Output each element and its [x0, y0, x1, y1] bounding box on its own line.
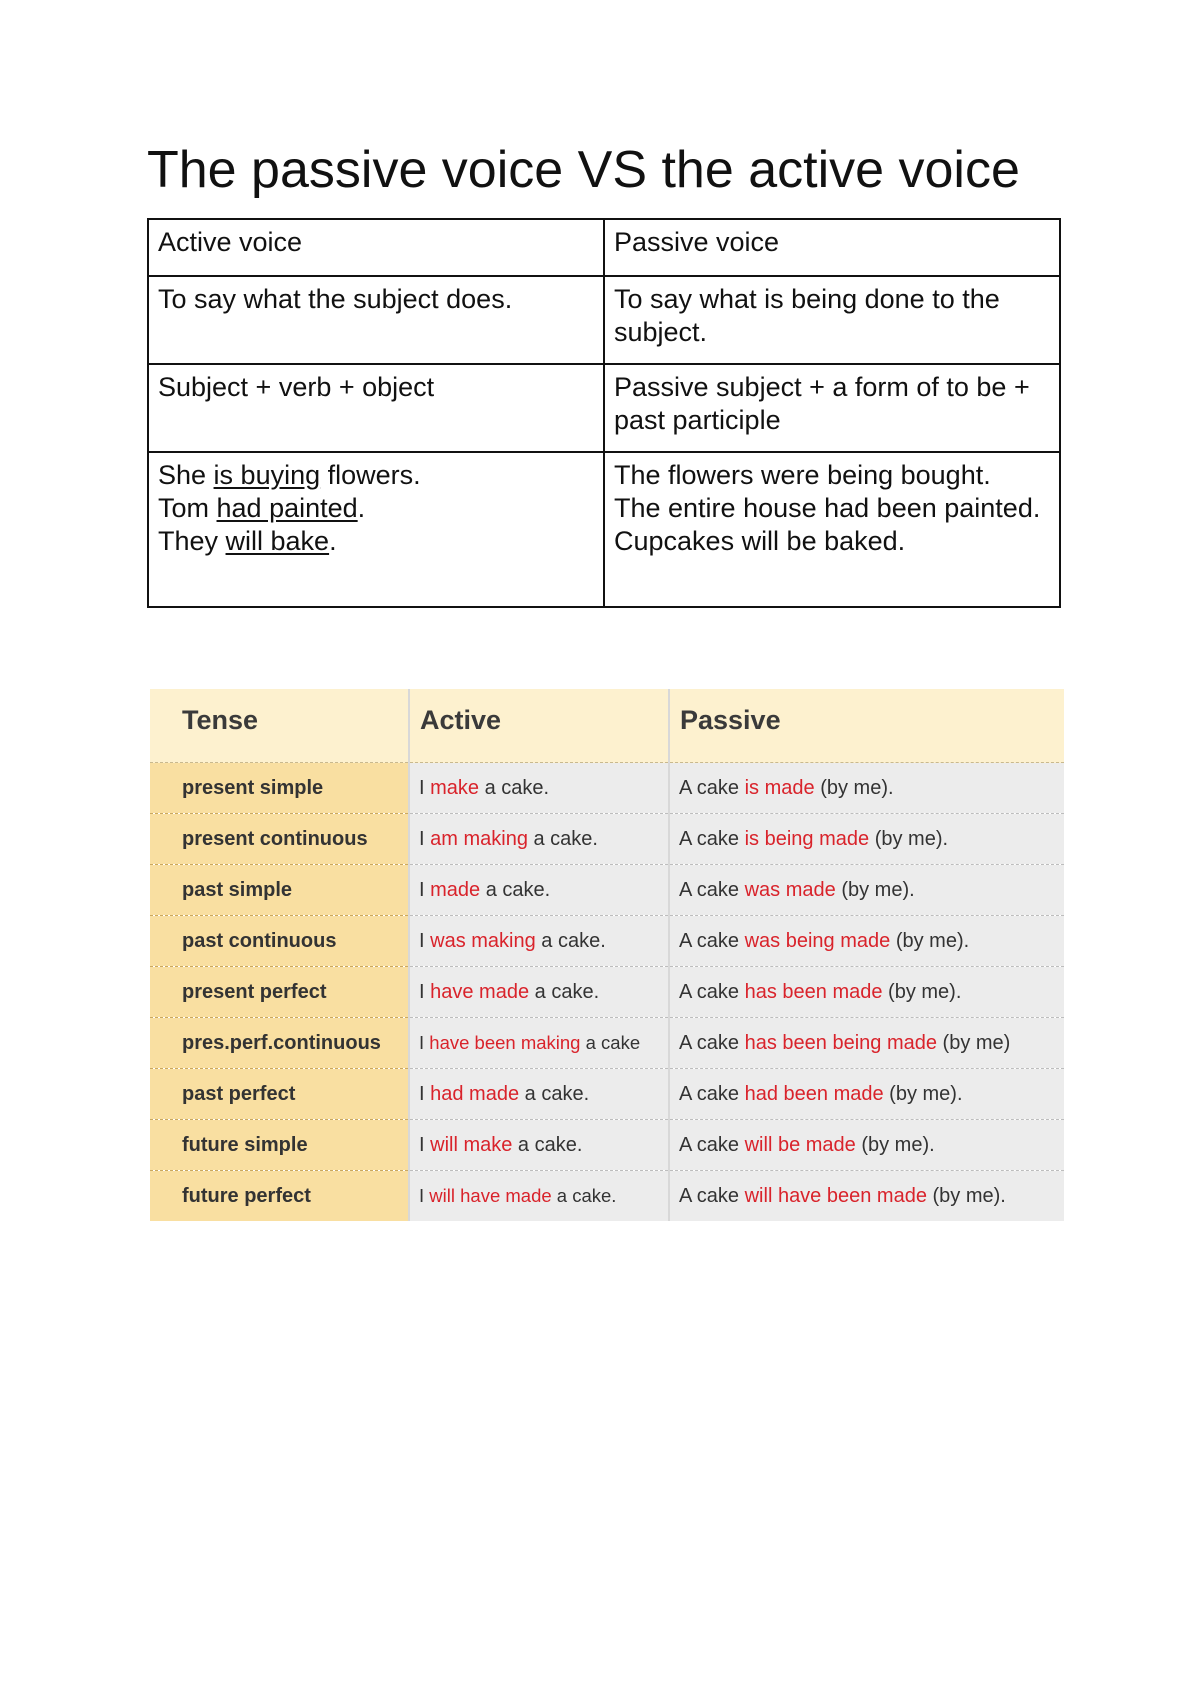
active-example: [158, 525, 594, 558]
example-rest: .: [329, 526, 337, 556]
sentence-start: A cake: [679, 1082, 745, 1105]
comparison-table: [147, 218, 1061, 608]
sentence-end: (by me).: [835, 878, 915, 901]
verb-form: is made: [744, 776, 815, 799]
sentence-start: A cake: [679, 929, 745, 952]
verb-form: has been made: [744, 980, 883, 1003]
passive-example: Cupcakes will be baked.: [614, 526, 906, 556]
tense-name: present simple: [150, 763, 409, 814]
sentence-end: a cake: [580, 1032, 641, 1053]
sentence-start: I: [419, 776, 431, 799]
active-example: [158, 492, 594, 525]
tense-name: future perfect: [150, 1171, 409, 1222]
sentence-end: (by me).: [814, 776, 894, 799]
example-subject: They: [158, 526, 226, 556]
example-subject: She: [158, 460, 214, 490]
verb-form: was made: [744, 878, 836, 901]
sentence-start: I: [419, 1185, 430, 1206]
verb-form: have made: [430, 980, 530, 1003]
verb-form: will make: [430, 1133, 513, 1156]
example-verb: had painted: [216, 493, 358, 523]
sentence-end: (by me).: [882, 980, 962, 1003]
sentence-start: I: [419, 878, 431, 901]
verb-form: make: [430, 776, 480, 799]
sentence-start: A cake: [679, 1031, 745, 1054]
sentence-end: (by me).: [926, 1184, 1006, 1207]
tense-table-header-row: [150, 689, 1064, 763]
sentence-start: I: [419, 980, 431, 1003]
sentence-start: I: [419, 1082, 431, 1105]
verb-form: was making: [430, 929, 536, 952]
tense-name: past perfect: [150, 1069, 409, 1120]
tense-name: past continuous: [150, 916, 409, 967]
active-example: [409, 1018, 669, 1069]
sentence-start: A cake: [679, 1184, 745, 1207]
sentence-end: (by me): [936, 1031, 1011, 1054]
tense-name: pres.perf.continuous: [150, 1018, 409, 1069]
passive-column-header: Passive: [669, 689, 1064, 763]
sentence-end: (by me).: [890, 929, 970, 952]
verb-form: has been being made: [744, 1031, 937, 1054]
tense-row: [150, 1069, 1064, 1120]
passive-example: [669, 865, 1064, 916]
passive-example: [669, 1120, 1064, 1171]
passive-voice-header: Passive voice: [604, 219, 1060, 276]
sentence-end: (by me).: [855, 1133, 935, 1156]
tense-row: [150, 865, 1064, 916]
active-example: [409, 814, 669, 865]
verb-form: is being made: [744, 827, 870, 850]
sentence-end: a cake.: [519, 1082, 590, 1105]
sentence-start: I: [419, 1133, 431, 1156]
sentence-start: A cake: [679, 1133, 745, 1156]
verb-form: am making: [430, 827, 528, 850]
comparison-examples-row: [148, 452, 1060, 607]
active-example: [409, 1171, 669, 1222]
sentence-start: A cake: [679, 776, 745, 799]
tense-name: present continuous: [150, 814, 409, 865]
passive-example: [669, 814, 1064, 865]
verb-form: made: [430, 878, 481, 901]
sentence-start: A cake: [679, 827, 745, 850]
verb-form: had made: [430, 1082, 520, 1105]
comparison-structure-row: [148, 364, 1060, 452]
sentence-end: a cake.: [480, 878, 551, 901]
sentence-start: I: [419, 929, 431, 952]
example-verb: will bake: [225, 526, 330, 556]
example-verb: is buying: [213, 460, 321, 490]
sentence-start: I: [419, 827, 431, 850]
passive-example: [669, 1171, 1064, 1222]
example-rest: flowers.: [320, 460, 421, 490]
sentence-end: a cake.: [529, 980, 600, 1003]
active-example: [158, 459, 594, 492]
active-column-header: Active: [409, 689, 669, 763]
verb-form: was being made: [744, 929, 891, 952]
sentence-start: I: [419, 1032, 430, 1053]
tense-row: [150, 967, 1064, 1018]
passive-example: [669, 763, 1064, 814]
passive-example: The flowers were being bought.: [614, 460, 991, 490]
active-example: [409, 865, 669, 916]
comparison-header-row: [148, 219, 1060, 276]
passive-purpose: To say what is being done to the subject.: [604, 276, 1060, 364]
passive-structure: Passive subject + a form of to be + past participle: [604, 364, 1060, 452]
passive-example: [669, 967, 1064, 1018]
tense-name: future simple: [150, 1120, 409, 1171]
tense-row: [150, 1120, 1064, 1171]
active-purpose: To say what the subject does.: [148, 276, 604, 364]
sentence-end: (by me).: [869, 827, 949, 850]
tense-row: [150, 1171, 1064, 1222]
sentence-start: A cake: [679, 980, 745, 1003]
active-voice-header: Active voice: [148, 219, 604, 276]
verb-form: have been making: [429, 1032, 581, 1053]
passive-examples: [604, 452, 1060, 607]
tense-table-body: [150, 763, 1064, 1222]
active-example: [409, 1120, 669, 1171]
sentence-end: a cake.: [551, 1185, 617, 1206]
tense-row: [150, 763, 1064, 814]
verb-form: will have made: [429, 1185, 552, 1206]
verb-form: will be made: [744, 1133, 856, 1156]
active-example: [409, 967, 669, 1018]
passive-example: [669, 1018, 1064, 1069]
active-examples: [148, 452, 604, 607]
active-example: [409, 763, 669, 814]
verb-form: will have been made: [744, 1184, 927, 1207]
example-subject: Tom: [158, 493, 217, 523]
example-rest: .: [357, 493, 366, 523]
tense-name: present perfect: [150, 967, 409, 1018]
tense-row: [150, 916, 1064, 967]
passive-example: The entire house had been painted.: [614, 493, 1041, 523]
verb-form: had been made: [744, 1082, 884, 1105]
sentence-end: a cake.: [535, 929, 606, 952]
page-title: The passive voice VS the active voice: [147, 141, 1020, 199]
sentence-end: a cake.: [479, 776, 550, 799]
tense-table: [150, 689, 1064, 1221]
tense-column-header: Tense: [150, 689, 409, 763]
passive-example: [669, 1069, 1064, 1120]
active-example: [409, 1069, 669, 1120]
sentence-end: a cake.: [527, 827, 598, 850]
tense-row: [150, 814, 1064, 865]
active-structure: Subject + verb + object: [148, 364, 604, 452]
active-example: [409, 916, 669, 967]
sentence-end: (by me).: [883, 1082, 963, 1105]
comparison-purpose-row: [148, 276, 1060, 364]
passive-example: [669, 916, 1064, 967]
sentence-end: a cake.: [512, 1133, 583, 1156]
tense-row: [150, 1018, 1064, 1069]
tense-name: past simple: [150, 865, 409, 916]
sentence-start: A cake: [679, 878, 745, 901]
